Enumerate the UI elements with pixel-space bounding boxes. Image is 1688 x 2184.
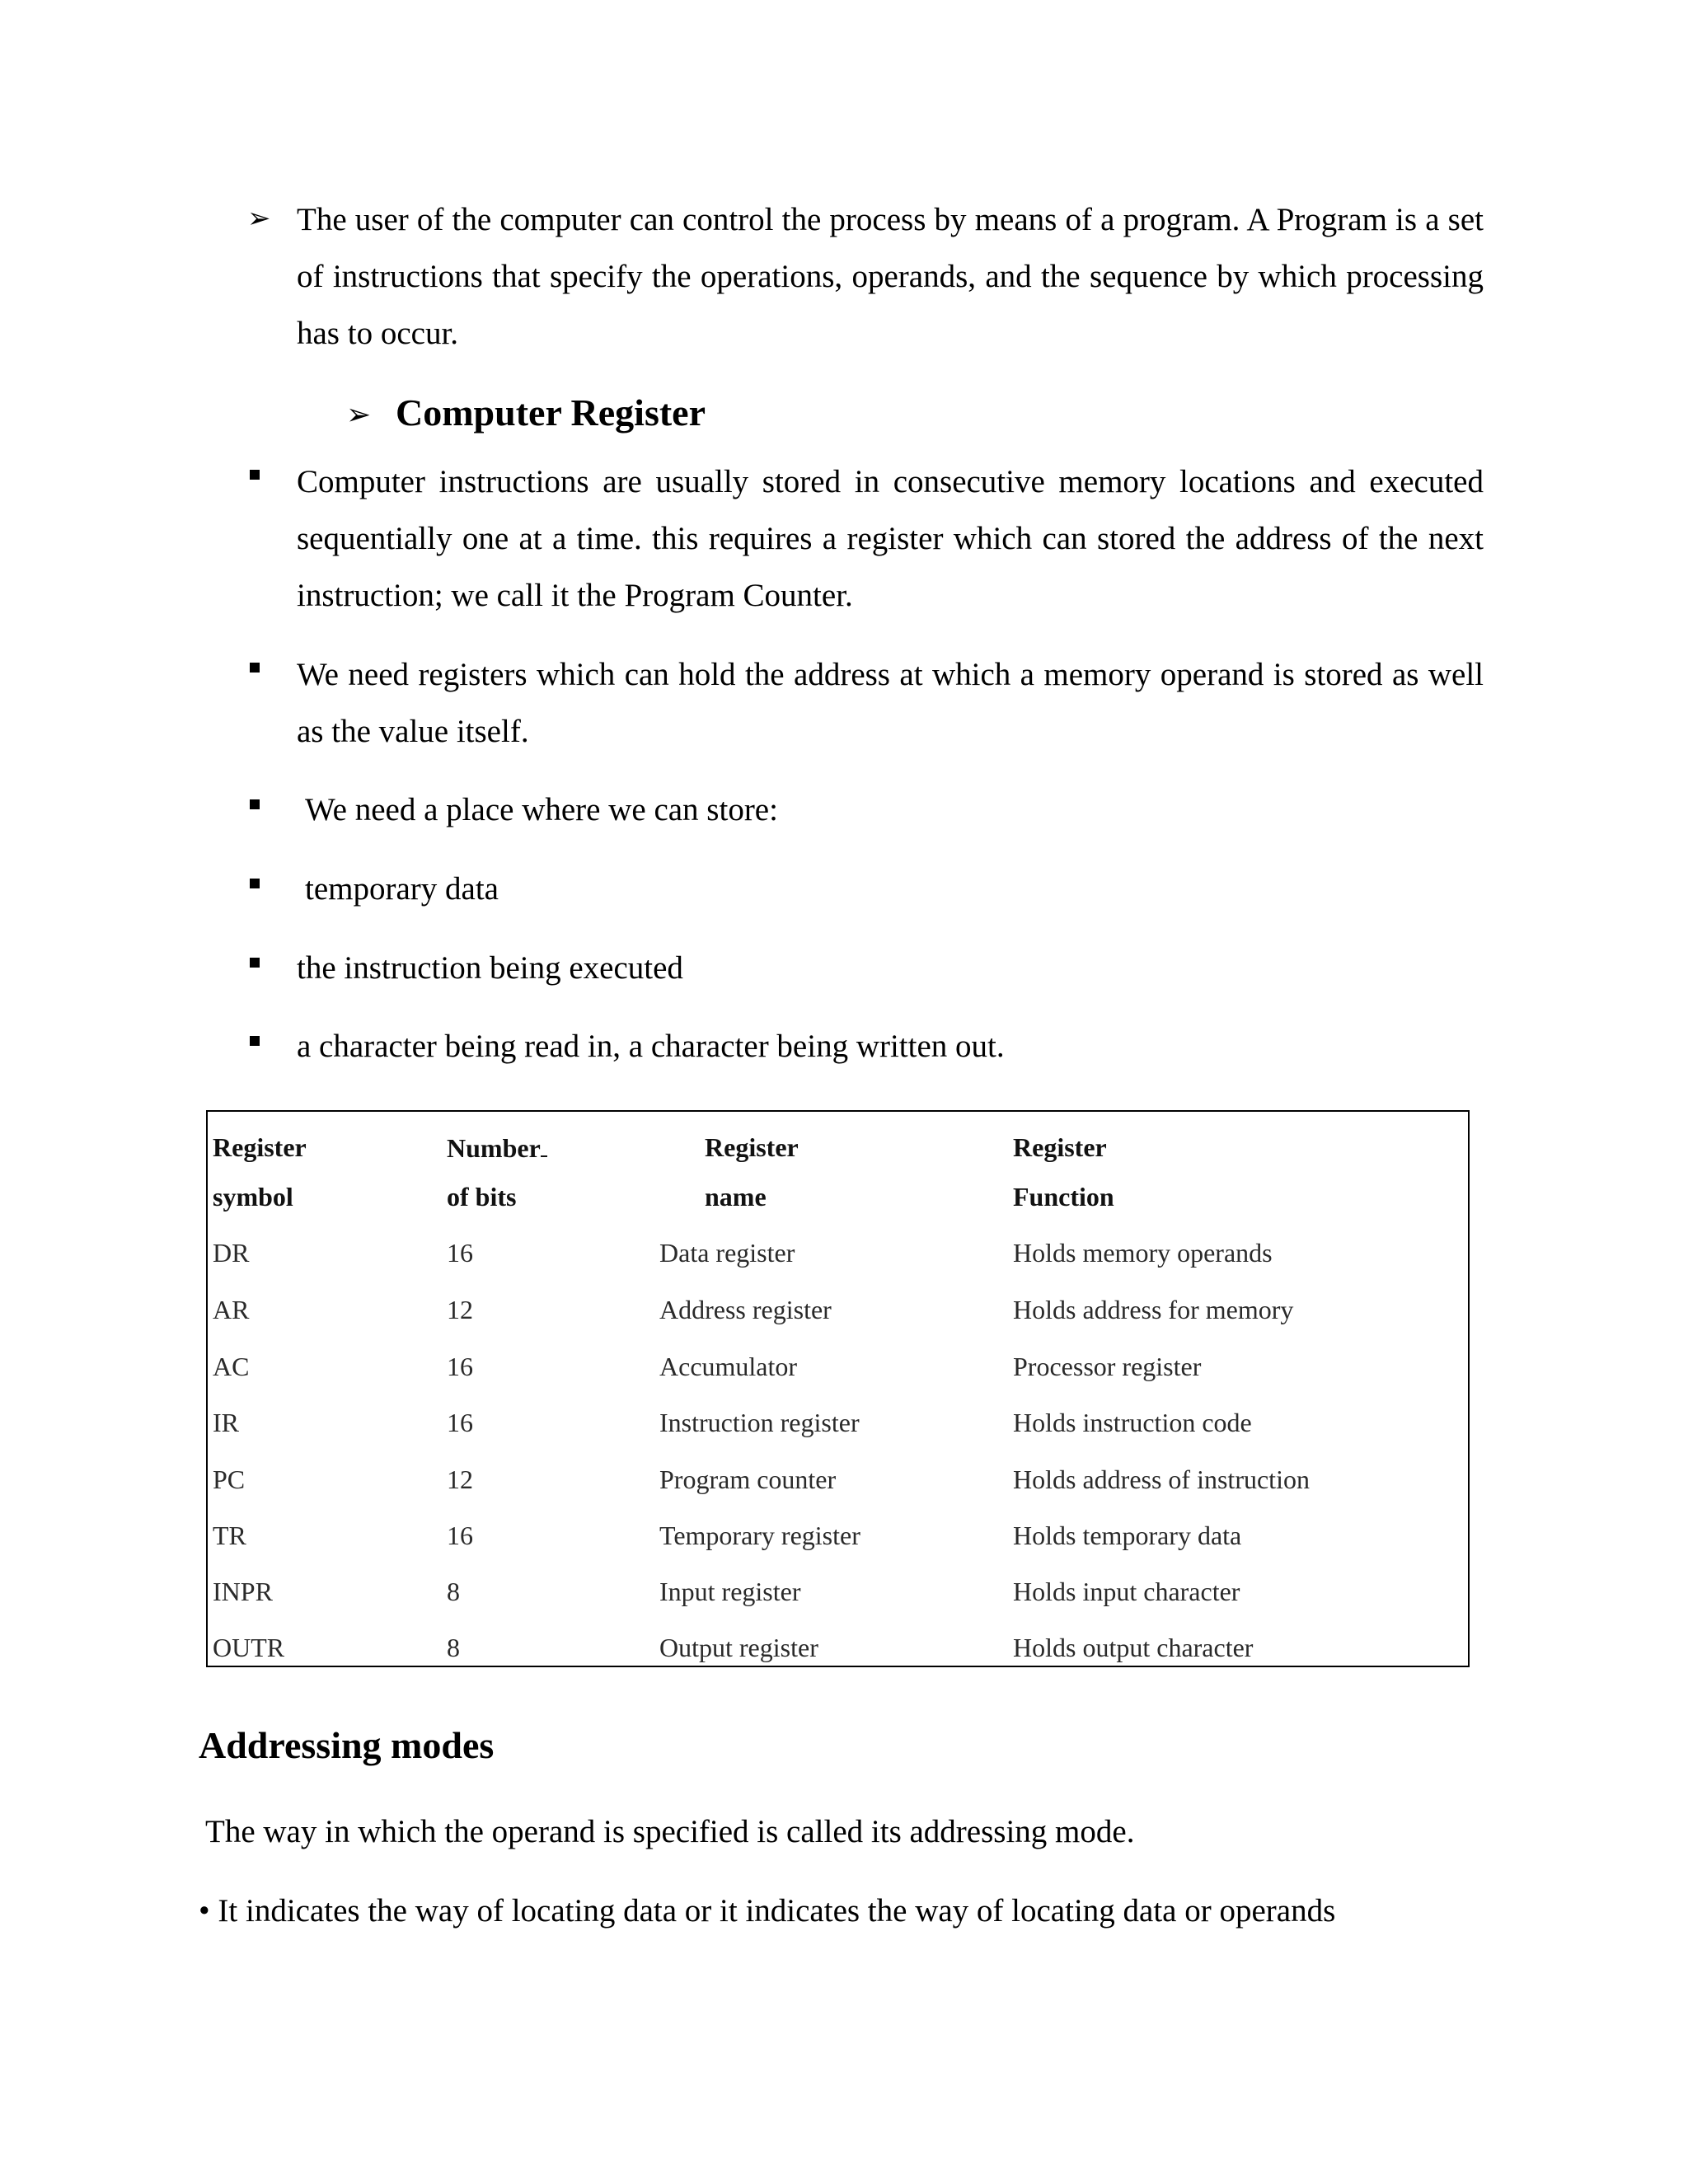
- section-heading-computer-register: Computer Register: [396, 391, 706, 434]
- cell-name: Data register: [659, 1238, 795, 1268]
- cell-function: Holds output character: [1013, 1633, 1254, 1662]
- cell-symbol: AC: [213, 1352, 250, 1381]
- cell-bits: 16: [447, 1408, 473, 1437]
- round-bullet-icon: •: [199, 1893, 210, 1929]
- cell-symbol: PC: [213, 1465, 246, 1494]
- header-bits-line2: of bits: [447, 1182, 517, 1212]
- arrow-bullet-icon: ➢: [247, 202, 271, 235]
- cell-name: Temporary register: [659, 1521, 860, 1550]
- cell-function: Holds temporary data: [1013, 1521, 1242, 1550]
- header-bits-text: Number: [447, 1133, 541, 1163]
- cell-symbol: OUTR: [213, 1633, 285, 1662]
- cell-name: Address register: [659, 1295, 832, 1324]
- addressing-definition: The way in which the operand is specified is called its addressing mode.: [205, 1814, 1135, 1849]
- cell-name: Input register: [659, 1577, 801, 1606]
- bullet-memory-operand: We need registers which can hold the address at which a memory operand is stored as well as the value itself.: [297, 657, 1484, 749]
- intro-paragraph: The user of the computer can control the process by means of a program. A Program is a set of instructions that specify the operations, operands, and the sequence by which processing has to occur.: [297, 202, 1484, 351]
- cell-function: Holds input character: [1013, 1577, 1240, 1606]
- cell-function: Holds address of instruction: [1013, 1465, 1310, 1494]
- cell-symbol: IR: [213, 1408, 239, 1437]
- cell-function: Holds address for memory: [1013, 1295, 1294, 1324]
- bullet-program-counter: Computer instructions are usually stored in consecutive memory locations and executed sequentially one at a time. this requires a register which can stored the address of the next instruction; we call it the Program Counter.: [297, 464, 1484, 613]
- cell-name: Accumulator: [659, 1352, 798, 1381]
- cell-symbol: TR: [213, 1521, 246, 1550]
- bullet-character-io: a character being read in, a character being written out.: [297, 1029, 1005, 1064]
- cell-bits: 12: [447, 1465, 473, 1494]
- header-bits-line1: [447, 1132, 547, 1164]
- cell-bits: 8: [447, 1577, 460, 1606]
- square-bullet-icon: [250, 470, 260, 480]
- bullet-temporary-data: temporary data: [305, 871, 499, 907]
- header-function-line1: Register: [1013, 1132, 1107, 1162]
- header-symbol-line2: symbol: [213, 1182, 293, 1212]
- bullet-instruction-executed: the instruction being executed: [297, 950, 683, 986]
- square-bullet-icon: [250, 879, 260, 888]
- bullet-store-place: We need a place where we can store:: [305, 792, 778, 827]
- cell-bits: 16: [447, 1521, 473, 1550]
- cell-name: Instruction register: [659, 1408, 860, 1437]
- cell-symbol: DR: [213, 1238, 250, 1268]
- header-bits-underscore: [541, 1132, 547, 1157]
- addressing-bullet-line: [199, 1882, 1335, 1939]
- header-name-line1: Register: [705, 1132, 799, 1162]
- cell-name: Program counter: [659, 1465, 837, 1494]
- cell-bits: 16: [447, 1352, 473, 1381]
- cell-function: Holds instruction code: [1013, 1408, 1252, 1437]
- cell-function: Holds memory operands: [1013, 1238, 1273, 1268]
- cell-bits: 8: [447, 1633, 460, 1662]
- cell-name: Output register: [659, 1633, 818, 1662]
- section-heading-addressing-modes: Addressing modes: [199, 1724, 495, 1766]
- cell-symbol: AR: [213, 1295, 250, 1324]
- cell-function: Processor register: [1013, 1352, 1202, 1381]
- cell-bits: 12: [447, 1295, 473, 1324]
- header-function-line2: Function: [1013, 1182, 1114, 1212]
- arrow-heading-icon: ➢: [346, 398, 372, 432]
- register-table: [206, 1110, 1470, 1667]
- header-symbol-line1: Register: [213, 1132, 307, 1162]
- square-bullet-icon: [250, 799, 260, 809]
- cell-symbol: INPR: [213, 1577, 273, 1606]
- header-name-line2: name: [705, 1182, 767, 1212]
- cell-bits: 16: [447, 1238, 473, 1268]
- square-bullet-icon: [250, 1036, 260, 1046]
- addressing-bullet-text: It indicates the way of locating data or it indicates the way of locating data or operands: [218, 1893, 1336, 1929]
- square-bullet-icon: [250, 663, 260, 673]
- square-bullet-icon: [250, 958, 260, 968]
